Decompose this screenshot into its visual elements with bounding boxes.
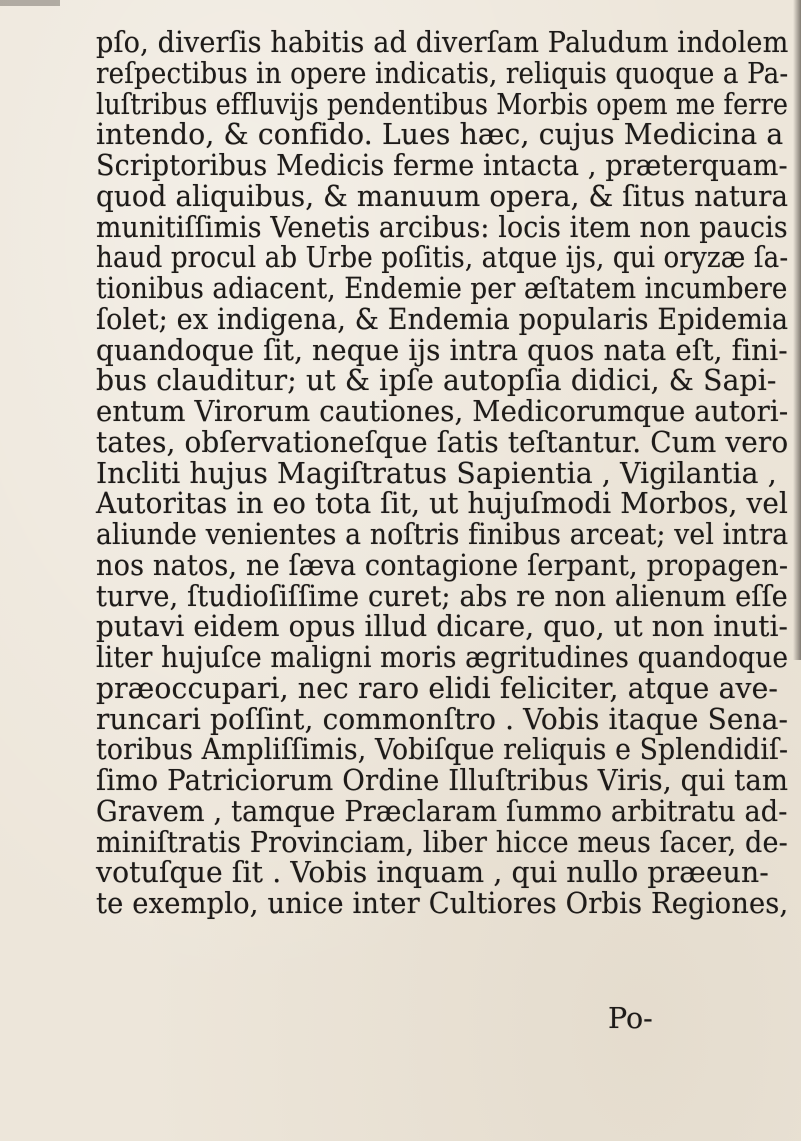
text-line-10: ſolet; ex indigena, & Endemia popularis Epidemia bbox=[96, 302, 789, 336]
text-line-7: munitiſſimis Venetis arcibus: locis item non paucis bbox=[96, 210, 788, 244]
text-line-17: aliunde venientes a noſtris finibus arceat; vel intra bbox=[96, 518, 789, 551]
text-line-20: putavi eidem opus illud dicare, quo, ut non inuti- bbox=[96, 610, 789, 644]
page-edge-shadow-top bbox=[0, 0, 60, 6]
text-line-5: Scriptoribus Medicis ferme intacta , præterquam- bbox=[96, 149, 788, 182]
text-line-27: miniſtratis Provinciam, liber hicce meus ſacer, de- bbox=[96, 825, 788, 859]
text-line-28: votuſque ſit . Vobis inquam , qui nullo præeun- bbox=[96, 856, 769, 890]
text-line-16: Autoritas in eo tota ſit, ut hujuſmodi Morbos, vel bbox=[96, 487, 788, 521]
text-line-19: turve, ſtudioſiſſime curet; abs re non alienum eſſe bbox=[96, 579, 788, 613]
text-line-12: bus clauditur; ut & ipſe autopſia didici, & Sapi- bbox=[96, 364, 777, 398]
text-line-6: quod aliquibus, & manuum opera, & ſitus natura bbox=[96, 179, 789, 213]
text-line-25: ſimo Patriciorum Ordine Illuſtribus Viris, qui tam bbox=[96, 764, 789, 797]
text-line-26: Gravem , tamque Præclaram ſummo arbitratu ad- bbox=[96, 794, 788, 828]
text-line-2: reſpectibus in opere indicatis, reliquis quoque a Pa- bbox=[96, 56, 789, 90]
text-line-18: nos natos, ne ſæva contagione ſerpant, propagen- bbox=[96, 548, 789, 582]
text-line-24: toribus Ampliſſimis, Vobiſque reliquis e Splendidiſ- bbox=[96, 733, 789, 767]
text-line-11: quandoque ſit, neque ijs intra quos nata eſt, fini- bbox=[96, 333, 788, 367]
text-line-29: te exemplo, unice inter Cultiores Orbis Regiones, bbox=[96, 887, 789, 920]
text-line-3: luſtribus effluvijs pendentibus Morbis opem me ferre bbox=[96, 87, 789, 121]
text-line-15: Incliti hujus Magiſtratus Sapientia , Vigilantia , bbox=[96, 456, 777, 490]
text-line-23: runcari poſſint, commonſtro . Vobis itaque Sena- bbox=[96, 702, 789, 736]
body-text bbox=[96, 28, 796, 920]
text-line-21: liter hujuſce maligni moris ægritudines quandoque bbox=[96, 641, 789, 674]
text-line-14: tates, obſervationeſque ſatis teſtantur. Cum vero bbox=[96, 425, 789, 459]
text-line-1: pſo, diverſis habitis ad diverſam Paludum indolem bbox=[96, 26, 789, 59]
text-line-13: entum Virorum cautiones, Medicorumque autori- bbox=[96, 395, 789, 428]
text-line-9: tionibus adiacent, Endemie per æſtatem incumbere bbox=[96, 272, 788, 305]
text-line-4: intendo, & confido. Lues hæc, cujus Medicina a bbox=[96, 118, 784, 152]
text-line-8: haud procul ab Urbe poſitis, atque ijs, qui oryzæ ſa- bbox=[96, 241, 789, 275]
catchword: Po- bbox=[608, 1002, 653, 1035]
text-line-22: præoccupari, nec raro elidi feliciter, atque ave- bbox=[96, 671, 779, 705]
